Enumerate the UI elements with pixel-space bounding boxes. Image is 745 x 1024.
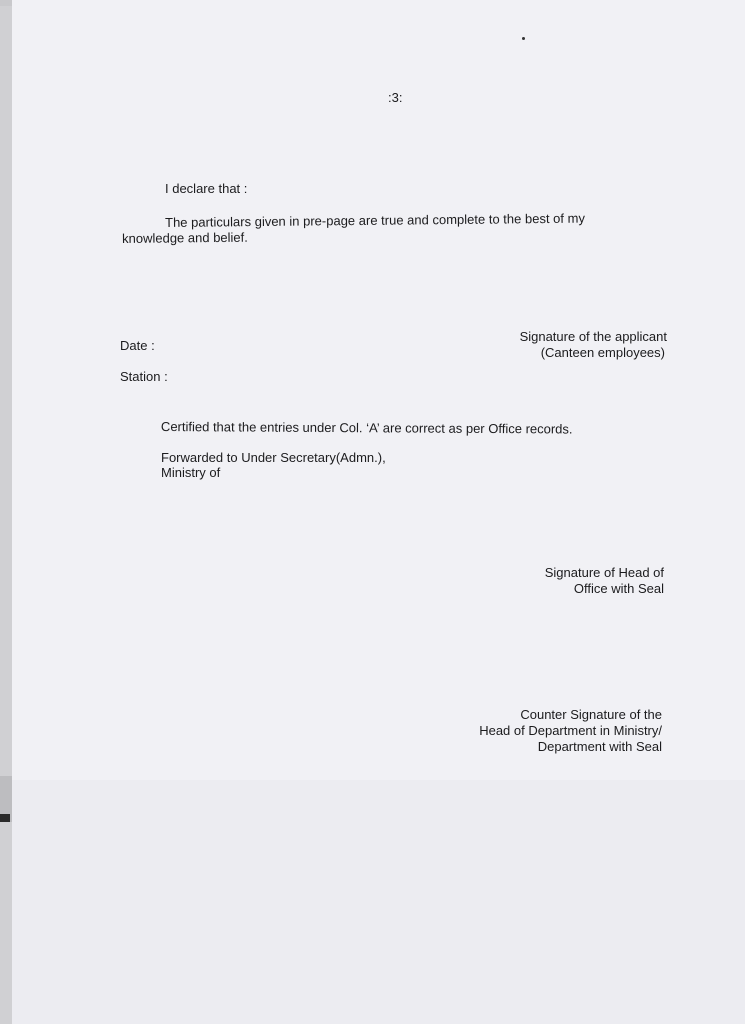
document-page [12,0,745,1024]
forwarded-line-1: Forwarded to Under Secretary(Admn.), [161,450,386,465]
forwarded-line-2: Ministry of [161,465,221,480]
date-label: Date : [120,338,155,353]
counter-signature-line-3: Department with Seal [537,739,662,754]
declaration-heading: I declare that : [165,181,248,196]
counter-signature-line-2: Head of Department in Ministry/ [479,723,662,738]
fold-mark [0,776,12,822]
applicant-signature-line-1: Signature of the applicant [519,329,667,344]
page-number: :3: [388,90,403,105]
declaration-line-1: The particulars given in pre-page are true and complete to the best of my [165,210,585,230]
declaration-line-2: knowledge and belief. [122,229,248,246]
scan-speck [522,37,525,40]
scan-border-left [0,0,12,1024]
station-label: Station : [120,369,168,384]
certification-text: Certified that the entries under Col. ‘A’ are correct as per Office records. [160,419,573,437]
applicant-signature-line-2: (Canteen employees) [540,345,665,360]
head-signature-line-2: Office with Seal [573,581,664,596]
head-signature-line-1: Signature of Head of [544,565,664,580]
counter-signature-line-1: Counter Signature of the [520,707,662,722]
